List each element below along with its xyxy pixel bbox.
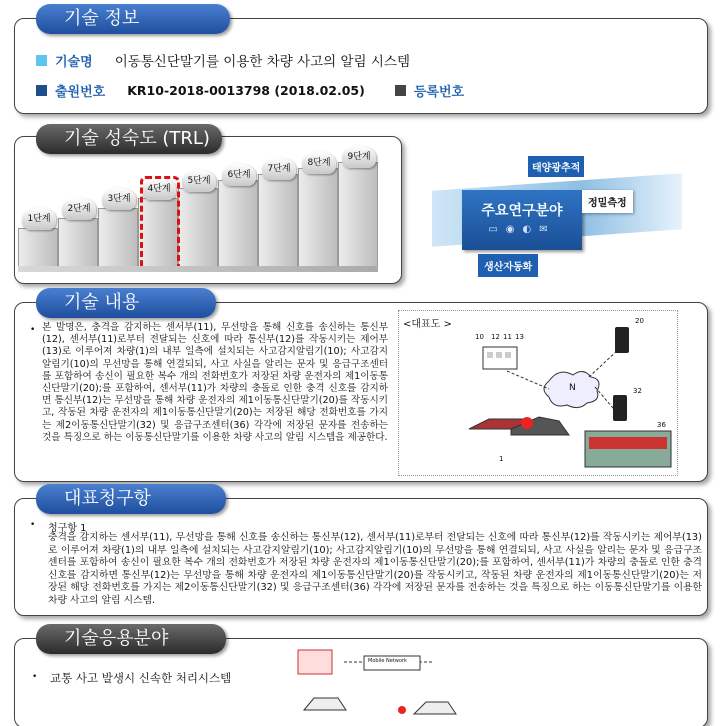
trl-stair-7 <box>258 174 298 270</box>
claim-text: 충격을 감지하는 센서부(11), 무선망을 통해 신호를 송신하는 통신부(12), 센서부(11)로부터 전달되는 신호에 따라 통신부(12)를 작동시키는 제어부(13)로 이루어져 차량(1)의 내부 일측에 설치되는 사고감지알림기(10); 사고감지알림기(10)의 무선망을 통해 연결되되, 사고 사실을 알리는 문자 및 응급구조센터를 포함하여 송신이 필요한 복수 개의 전화번호가 저장된 차량 운전자의 제1이동통신단말기(20);를 포함하여, 센서부(11)가 차량의 충돌로 인한 충격 신호를 감지하면 통신부(12)는 무선망을 통해 차량 운전자의 제1이동통신단말기(20)를 작동시키고, 작동된 차량 운전자의 제1이동통신단말기(20)는 저장된 해당 전화번호를 가지는 제2이동통신단말기(32) 및 응급구조센터(36) 각각에 저장된 문자를 전송하는 것을 특징으로 하는 이동통신단말기를 이용한 차량 사고의 알림 시스템. <box>48 532 702 606</box>
research-keyword-solar: 태양광추적 <box>528 156 584 177</box>
trl-step-7: 7단계 <box>262 158 296 180</box>
research-keyword-precision: 정밀측정 <box>582 190 633 213</box>
rep-fig-label-1: 1 <box>499 455 504 463</box>
section-title-application: 기술응용분야 <box>36 624 226 654</box>
claim-bullet-icon: • <box>30 520 36 530</box>
app-no-row <box>36 81 486 100</box>
rep-fig-label-10: 10 <box>475 333 484 341</box>
section-title-info: 기술 정보 <box>36 4 230 34</box>
app-no-square-icon <box>36 85 47 96</box>
app-no-value: KR10-2018-0013798 (2018.02.05) <box>127 83 365 98</box>
section-title-claim: 대표청구항 <box>36 484 226 514</box>
rep-fig-label: <대표도 > <box>403 319 452 330</box>
trl-step-4: 4단계 <box>142 178 176 200</box>
tech-name-row <box>36 50 410 70</box>
research-icons: ▭◉◐✉ <box>488 224 556 235</box>
app-no-label: 출원번호 <box>55 85 106 100</box>
application-network-label: Mobile Network <box>368 658 407 664</box>
trl-current-highlight <box>140 176 180 272</box>
trl-step-5: 5단계 <box>182 170 216 192</box>
reg-no-label: 등록번호 <box>413 85 465 100</box>
trl-stair-6 <box>218 180 258 270</box>
trl-step-6: 6단계 <box>222 164 256 186</box>
trl-staircase <box>16 152 394 278</box>
tech-name-square-icon <box>36 55 47 66</box>
rep-fig-label-32: 32 <box>633 387 642 395</box>
trl-stair-2 <box>58 218 98 270</box>
rep-fig-label-11: 11 <box>503 333 512 341</box>
content-bullet-icon: • <box>30 325 36 335</box>
tech-name-label: 기술명 <box>55 54 93 70</box>
rep-fig-label-13: 13 <box>515 333 524 341</box>
research-center-label: 주요연구분야 <box>481 203 563 219</box>
trl-stage-bar <box>18 266 378 272</box>
research-center-box <box>462 190 582 250</box>
research-keyword-automation: 생산자동화 <box>478 254 538 277</box>
tech-name-value: 이동통신단말기를 이용한 차량 사고의 알림 시스템 <box>114 54 411 70</box>
claim-title: 청구항 1 <box>48 523 87 534</box>
trl-stair-5 <box>178 188 218 270</box>
application-bullet-icon: • <box>32 672 38 682</box>
rep-fig-label-36: 36 <box>657 421 666 429</box>
section-title-trl: 기술 성숙도 (TRL) <box>36 124 222 154</box>
trl-step-8: 8단계 <box>302 152 336 174</box>
trl-stair-8 <box>298 168 338 270</box>
reg-no-square-icon <box>395 85 406 96</box>
rep-fig-label-12: 12 <box>491 333 500 341</box>
representative-figure <box>398 310 678 476</box>
content-text: 본 발명은, 충격을 감지하는 센서부(11), 무선망을 통해 신호를 송신하는 통신부(12), 센서부(11)로부터 전달되는 신호에 따라 통신부(12)를 작동시키는 제어부(13)로 이루어져 차량(1)의 내부 일측에 설치되는 사고감지알림기(10); 사고감지알림기(10)의 무선망을 통해 연결되되, 사고 사실을 알리는 문자 및 응급구조센터를 포함하여 송신이 필요한 복수 개의 전화번호가 저장된 차량 운전자의 제1이동통신단말기(20);를 포함하여, 센서부(11)가 차량의 충돌로 인한 충격 신호를 감지하면 통신부(12)는 무선망을 통해 차량 운전자의 제1이동통신단말기(20)를 작동시키고, 작동된 차량 운전자의 제1이동통신단말기(20)는 저장된 해당 전화번호를 가지는 제2이동통신단말기(32) 및 응급구조센터(36) 각각에 저장된 문자를 전송하는 것을 특징으로 하는 이동통신단말기를 이용한 차량 사고의 알림 시스템을 제공한다. <box>42 322 388 443</box>
application-item: 교통 사고 발생시 신속한 처리시스템 <box>50 671 232 685</box>
research-field-graphic <box>432 150 702 280</box>
trl-step-9: 9단계 <box>342 146 376 168</box>
rep-fig-label-20: 20 <box>635 317 644 325</box>
trl-stair-1 <box>18 228 58 270</box>
trl-step-1: 1단계 <box>22 208 56 230</box>
trl-stair-9 <box>338 162 378 270</box>
trl-stair-3 <box>98 208 138 270</box>
rep-fig-label-n: N <box>569 383 576 393</box>
trl-step-2: 2단계 <box>62 198 96 220</box>
trl-step-3: 3단계 <box>102 188 136 210</box>
section-title-content: 기술 내용 <box>36 288 216 318</box>
application-figure <box>284 640 470 724</box>
application-diagram <box>284 640 470 724</box>
